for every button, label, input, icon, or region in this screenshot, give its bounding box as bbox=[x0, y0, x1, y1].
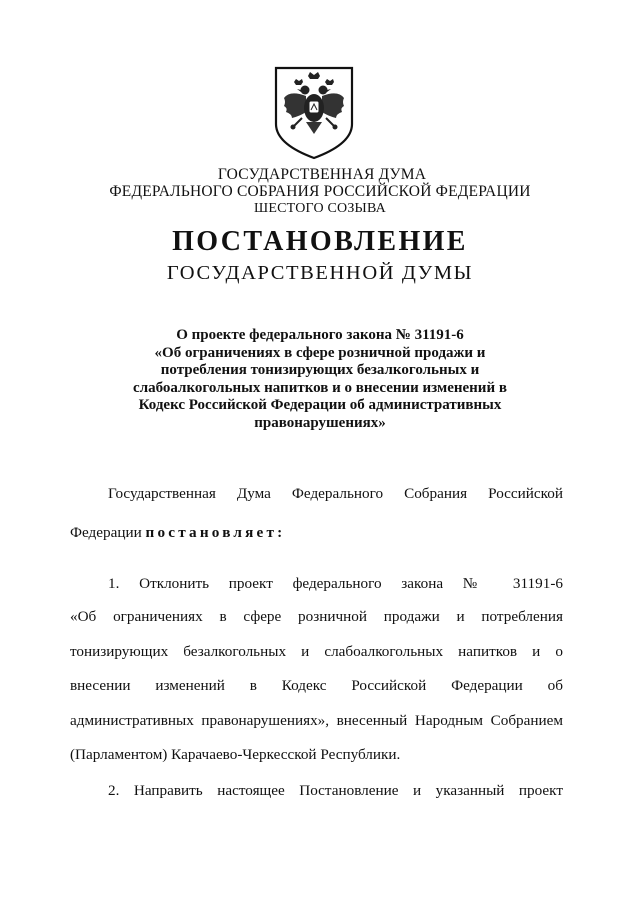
document-title: ПОСТАНОВЛЕНИЕ bbox=[172, 226, 468, 257]
preamble-text: Федерации bbox=[70, 524, 146, 541]
header-line-1: ГОСУДАРСТВЕННАЯ ДУМА bbox=[217, 166, 427, 183]
subject-line: правонарушениях» bbox=[254, 414, 386, 431]
item1-line: административных правонарушениях», внесенный Народным Собранием bbox=[70, 712, 563, 729]
coat-of-arms-emblem bbox=[272, 66, 356, 160]
item1-line: внесении изменений в Кодекс Российской Федерации об bbox=[70, 677, 563, 694]
preamble-line-2 bbox=[70, 523, 563, 543]
item1-line: (Парламентом) Карачаево-Черкесской Республики. bbox=[70, 746, 401, 763]
item1-line: тонизирующих безалкогольных и слабоалкогольных напитков и о bbox=[70, 643, 563, 660]
subject-line: Кодекс Российской Федерации об административных bbox=[138, 397, 502, 414]
document-subtitle: ГОСУДАРСТВЕННОЙ ДУМЫ bbox=[166, 262, 474, 284]
subject-line: слабоалкогольных напитков и о внесении изменений в bbox=[133, 379, 507, 396]
item1-line: 1. Отклонить проект федерального закона № 31191-6 bbox=[108, 575, 563, 592]
item2-line: 2. Направить настоящее Постановление и указанный проект bbox=[108, 782, 563, 799]
header-line-3: ШЕСТОГО СОЗЫВА bbox=[254, 201, 386, 216]
subject-line: О проекте федерального закона № 31191-6 bbox=[176, 327, 464, 343]
decision-word: постановляет: bbox=[145, 524, 286, 541]
header-line-2: ФЕДЕРАЛЬНОГО СОБРАНИЯ РОССИЙСКОЙ ФЕДЕРАЦИИ bbox=[109, 183, 531, 200]
subject-line: «Об ограничениях в сфере розничной продажи и bbox=[154, 344, 486, 361]
item1-line: «Об ограничениях в сфере розничной продажи и потребления bbox=[70, 608, 563, 625]
subject-block bbox=[120, 327, 520, 433]
subject-line: потребления тонизирующих безалкогольных и bbox=[160, 362, 480, 379]
preamble-line-1: Государственная Дума Федерального Собрания Российской bbox=[108, 485, 563, 502]
